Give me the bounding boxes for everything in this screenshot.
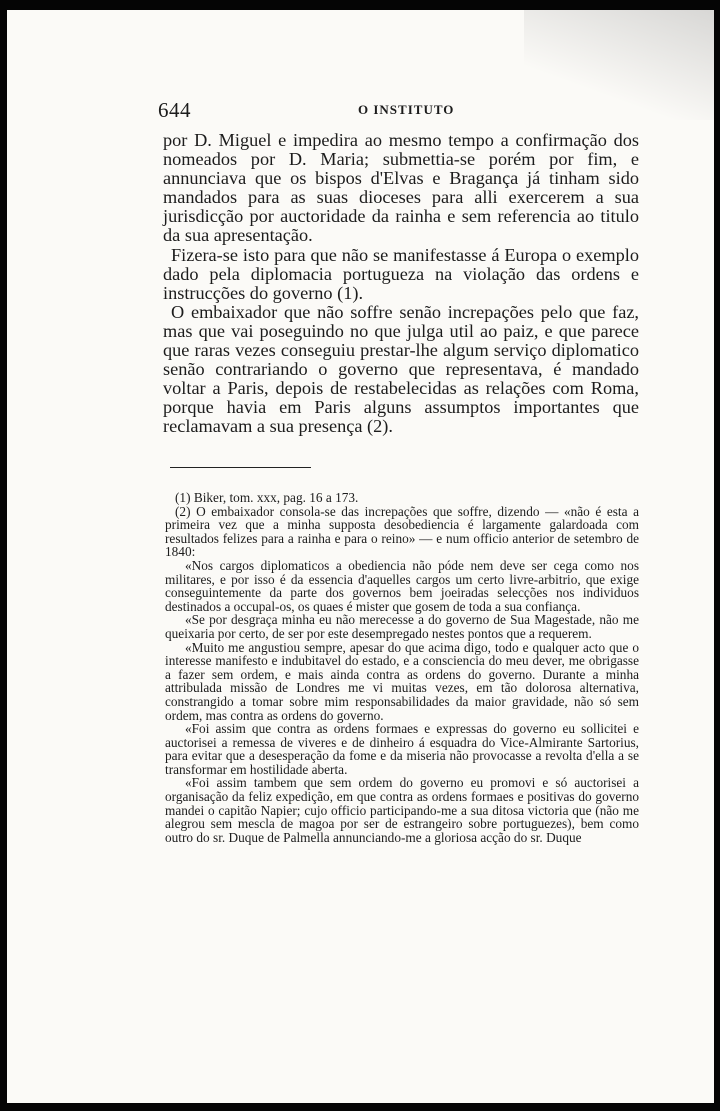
body-paragraph: Fizera-se isto para que não se manifestasse á Europa o exemplo dado pela diplomacia portugueza na violação das ordens e instrucções do governo (1). bbox=[163, 244, 639, 303]
body-paragraph: por D. Miguel e impedira ao mesmo tempo a confirmação dos nomeados por D. Maria; submettia-se porém por fim, e annunciava que os bispos d'Elvas e Bragança já tinham sido mandados para as suas dioceses para alli exercerem a sua jurisdicção por auctoridade da rainha e sem referencia ao titulo da sua apresentação. bbox=[163, 130, 639, 246]
footnote: (2) O embaixador consola-se das increpações que soffre, dizendo — «não é esta a primeira vez que a minha supposta desobediencia é largamente galardoada com resultados felizes para a rainha e para o reino» — e num officio anterior de setembro de 1840: bbox=[165, 503, 639, 560]
body-paragraph: O embaixador que não soffre senão increpações pelo que faz, mas que vai poseguindo no que julga util ao paiz, e que parece que raras vezes conseguiu prestar-lhe algum serviço diplomatico senão contrariando o governo que representava, é mandado voltar a Paris, depois de restabelecidas as relações com Roma, porque havia em Paris alguns assumptos importantes que reclamavam a sua presença (2). bbox=[163, 301, 639, 437]
footnote: (1) Biker, tom. xxx, pag. 16 a 173. bbox=[175, 490, 359, 505]
footnote-quote: «Nos cargos diplomaticos a obediencia não póde nem deve ser cega como nos militares, e por isso é da essencia d'aquelles cargos um certo livre-arbitrio, que exige conseguintemente da parte dos governos bem joeiradas selecções nos individuos destinados a occupal-os, os quaes é mister que gosem de toda a sua confiança. bbox=[165, 557, 639, 614]
footnote-quote: «Muito me angustiou sempre, apesar do que acima digo, todo e qualquer acto que o interesse manifesto e indubitavel do estado, e a consciencia do meu dever, me obrigasse a fazer sem ordem, e mais ainda contra as ordens do governo. Durante a minha attribulada missão de Londres me vi muitas vezes, em tão dolorosa alternativa, constrangido a tomar sobre mim responsabilidades da maior gravidade, não só sem ordem, mas contra as ordens do governo. bbox=[165, 639, 639, 723]
page-number: 644 bbox=[158, 98, 191, 122]
main-text bbox=[163, 131, 639, 437]
footnote-quote: «Foi assim que contra as ordens formaes e expressas do governo eu sollicitei e auctorisei a remessa de viveres e de dinheiro á esquadra do Vice-Almirante Sartorius, para evitar que a desesperação da fome e da miseria não provocasse a revolta d'ella a se transformar em hostilidade aberta. bbox=[165, 721, 639, 777]
running-title: O INSTITUTO bbox=[358, 102, 455, 117]
footnotes bbox=[165, 491, 639, 844]
footnote-divider bbox=[170, 467, 311, 468]
footnote-quote: «Foi assim tambem que sem ordem do governo eu promovi e só auctorisei a organisação da feliz expedição, em que contra as ordens formaes e positivas do governo mandei o capitão Napier; cujo officio participando-me a sua ditosa victoria que (não me alegrou sem mescla de magoa por ser de estrangeiro sobre portuguezes), bem como outro do sr. Duque de Palmella annunciando-me a gloriosa acção do sr. Duque bbox=[165, 775, 639, 845]
footnote-quote: «Se por desgraça minha eu não merecesse a do governo de Sua Magestade, não me queixaria por certo, de ser por este desempregado nestes pontos que a requerem. bbox=[165, 612, 639, 641]
page-header bbox=[158, 98, 643, 120]
